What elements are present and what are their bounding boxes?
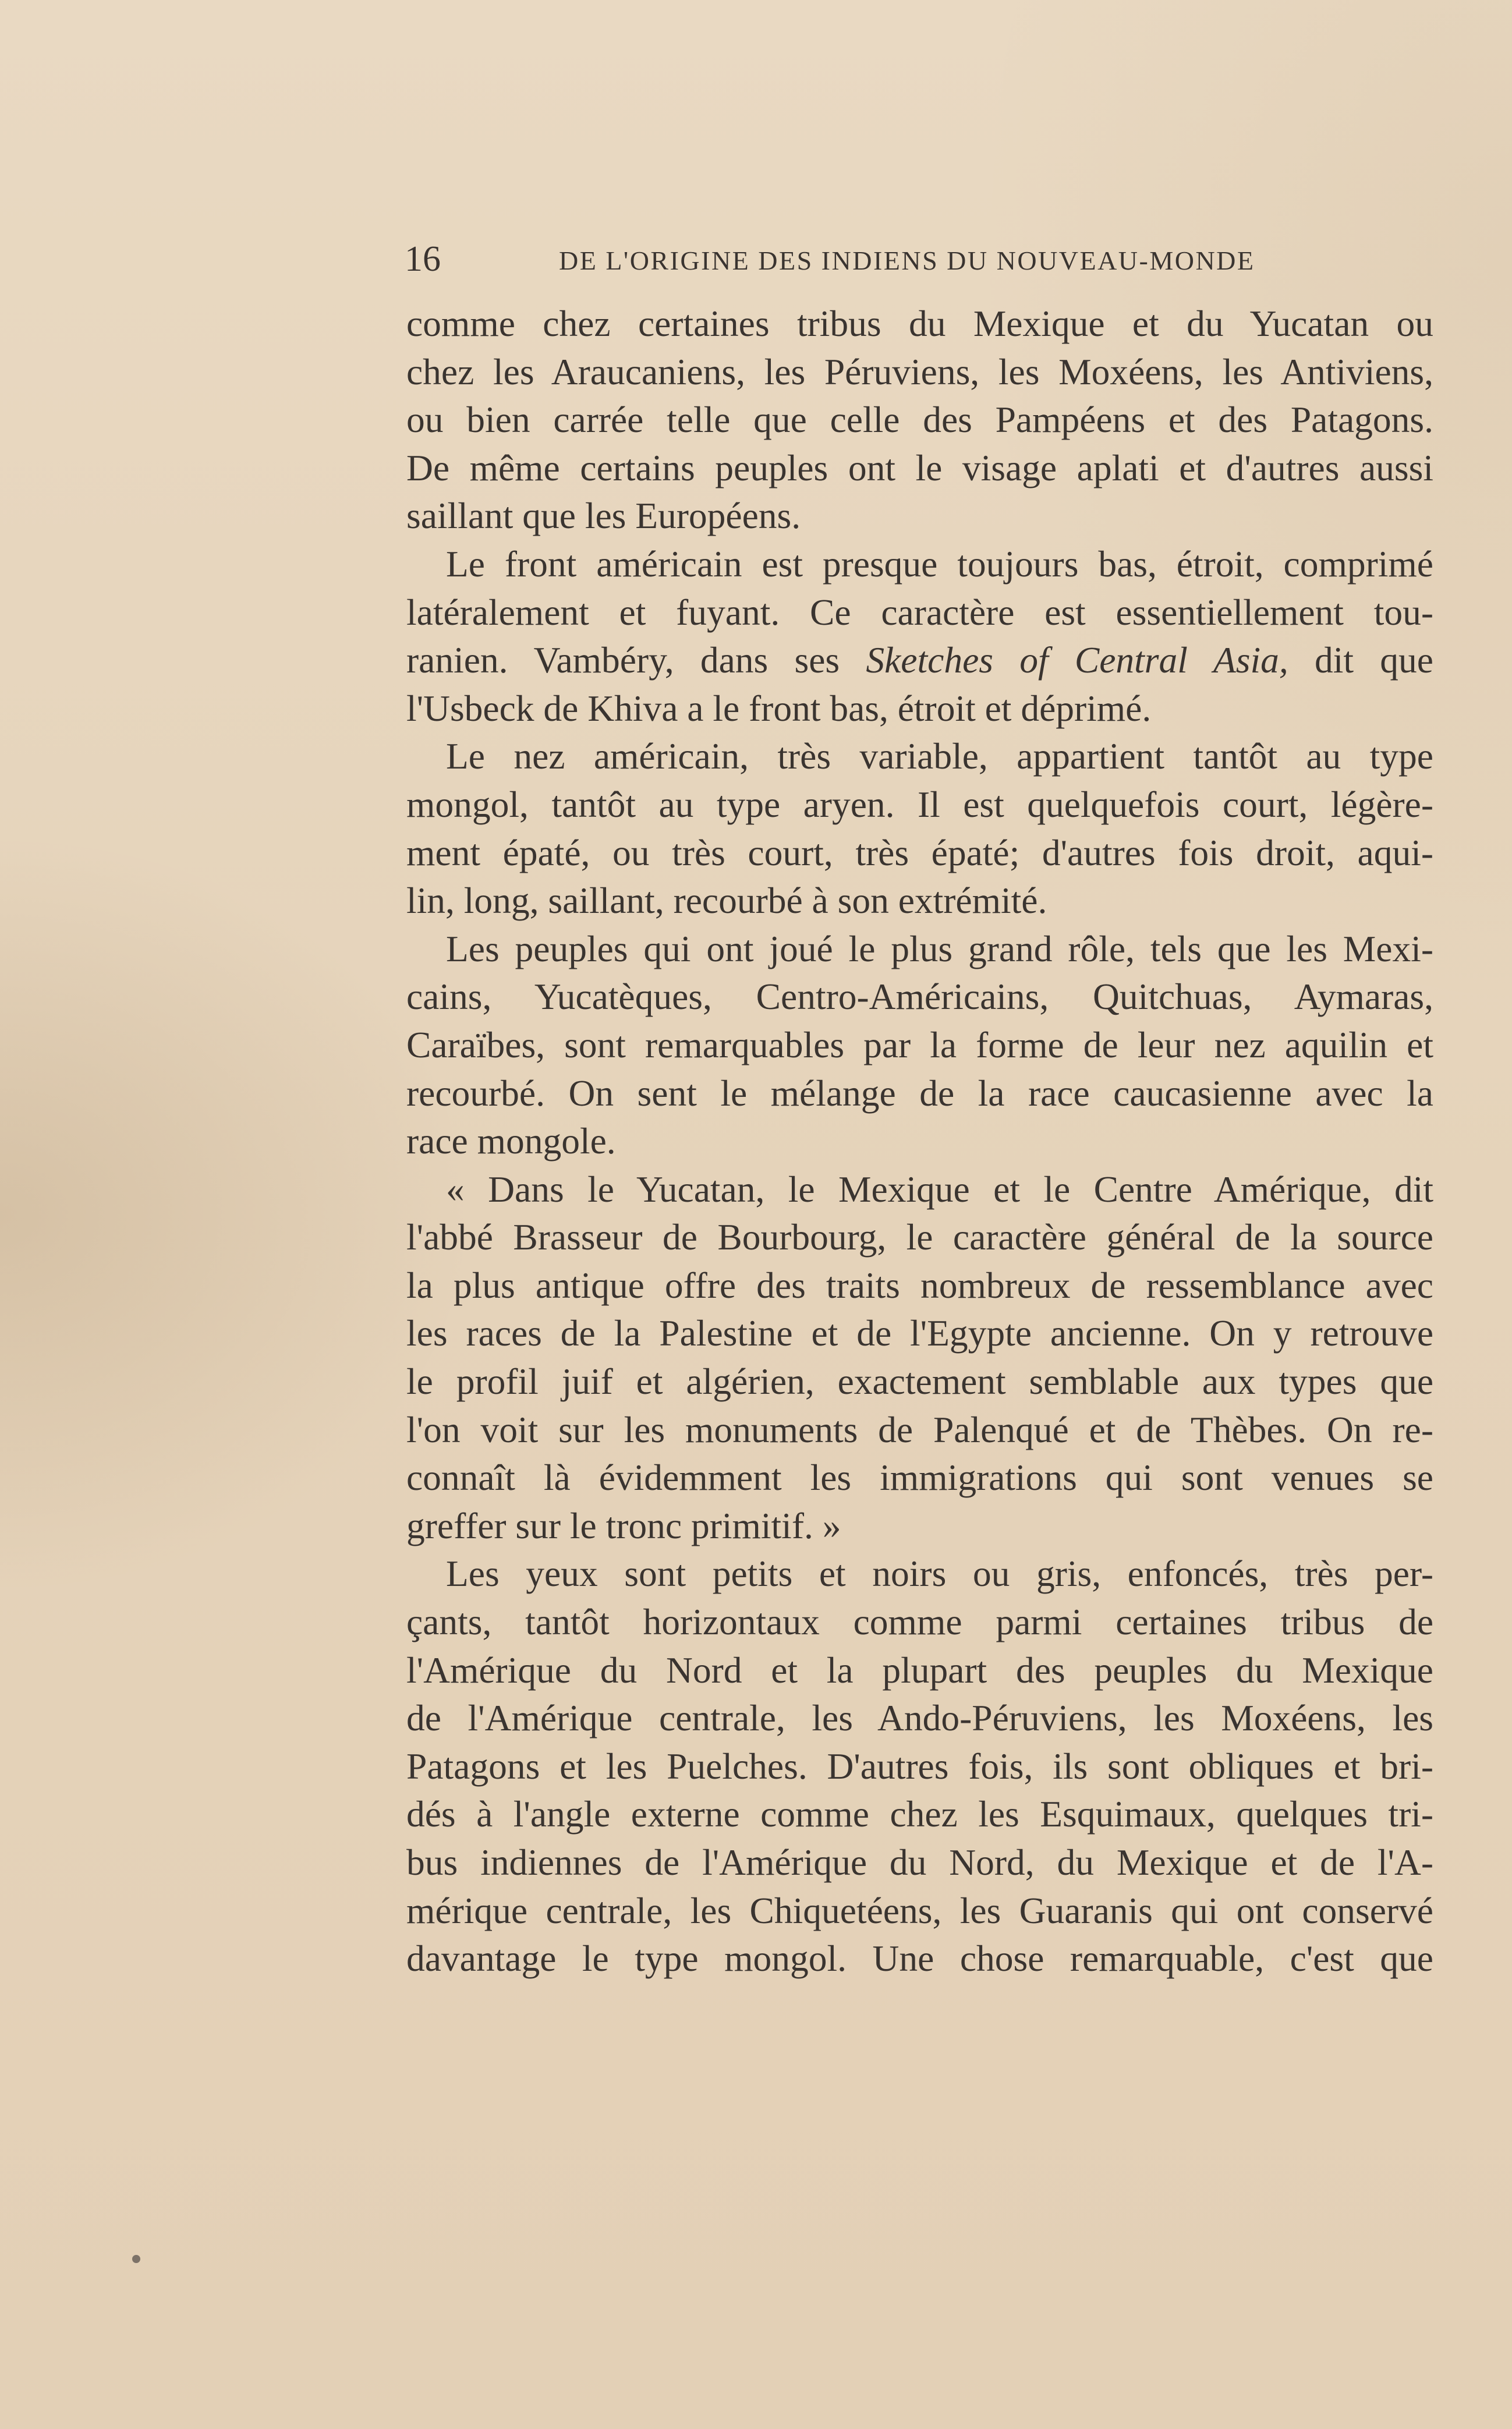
text-line: Patagons et les Puelches. D'autres fois, ils sont obliques et bri- xyxy=(406,1745,1433,1787)
text-line: comme chez certaines tribus du Mexique et du Yucatan ou xyxy=(406,303,1433,344)
italic-title: Sketches of Central Asia, xyxy=(866,639,1288,681)
text-line: mongol, tantôt au type aryen. Il est quelquefois court, légère- xyxy=(406,783,1433,825)
text-line: lin, long, saillant, recourbé à son extrémité. xyxy=(406,880,1047,922)
running-title: DE L'ORIGINE DES INDIENS DU NOUVEAU-MONDE xyxy=(559,246,1255,275)
text-line: Caraïbes, sont remarquables par la forme de leur nez aquilin et xyxy=(406,1024,1433,1065)
text-line: latéralement et fuyant. Ce caractère est essentiellement tou- xyxy=(406,591,1433,633)
text-line: la plus antique offre des traits nombreux de ressemblance avec xyxy=(406,1264,1433,1306)
text-fragment: ranien. Vambéry, dans ses xyxy=(406,639,866,681)
text-line: l'on voit sur les monuments de Palenqué et de Thèbes. On re- xyxy=(406,1408,1433,1450)
ink-speck xyxy=(132,2255,140,2263)
text-line xyxy=(406,636,1433,685)
text-line: recourbé. On sent le mélange de la race caucasienne avec la xyxy=(406,1072,1433,1114)
text-line: saillant que les Européens. xyxy=(406,495,801,537)
text-line: de l'Amérique centrale, les Ando-Péruviens, les Moxéens, les xyxy=(406,1697,1433,1739)
text-line: Les yeux sont petits et noirs ou gris, enfoncés, très per- xyxy=(446,1553,1433,1595)
body-text xyxy=(406,300,1433,1983)
text-line: cains, Yucatèques, Centro-Américains, Quitchuas, Aymaras, xyxy=(406,976,1433,1018)
text-line: l'abbé Brasseur de Bourbourg, le caractère général de la source xyxy=(406,1216,1433,1258)
text-line: Le nez américain, très variable, appartient tantôt au type xyxy=(446,735,1433,777)
text-line: chez les Araucaniens, les Péruviens, les Moxéens, les Antiviens, xyxy=(406,350,1433,392)
text-line: çants, tantôt horizontaux comme parmi certaines tribus de xyxy=(406,1601,1433,1643)
page-number: 16 xyxy=(405,239,441,279)
text-line: bus indiennes de l'Amérique du Nord, du Mexique et de l'A- xyxy=(406,1842,1433,1883)
text-line: mérique centrale, les Chiquetéens, les Guaranis qui ont conservé xyxy=(406,1889,1433,1931)
text-line: les races de la Palestine et de l'Egypte ancienne. On y retrouve xyxy=(406,1312,1433,1354)
text-line: race mongole. xyxy=(406,1120,616,1162)
running-header xyxy=(405,236,1304,282)
text-line: dés à l'angle externe comme chez les Esquimaux, quelques tri- xyxy=(406,1793,1433,1835)
text-line: l'Amérique du Nord et la plupart des peuples du Mexique xyxy=(406,1649,1433,1691)
text-line: l'Usbeck de Khiva a le front bas, étroit et déprimé. xyxy=(406,687,1152,729)
text-line: ment épaté, ou très court, très épaté; d'autres fois droit, aqui- xyxy=(406,831,1433,873)
text-line: « Dans le Yucatan, le Mexique et le Centre Amérique, dit xyxy=(446,1168,1433,1210)
text-line: De même certains peuples ont le visage aplati et d'autres aussi xyxy=(406,447,1433,488)
text-line: Le front américain est presque toujours bas, étroit, comprimé xyxy=(446,543,1433,585)
text-line: Les peuples qui ont joué le plus grand rôle, tels que les Mexi- xyxy=(446,927,1433,969)
text-line: le profil juif et algérien, exactement semblable aux types que xyxy=(406,1361,1433,1403)
text-fragment: dit que xyxy=(1288,639,1433,681)
text-line: ou bien carrée telle que celle des Pampéens et des Patagons. xyxy=(406,399,1433,441)
text-line: davantage le type mongol. Une chose remarquable, c'est que xyxy=(406,1938,1433,1980)
text-line: greffer sur le tronc primitif. » xyxy=(406,1504,841,1546)
text-line: connaît là évidemment les immigrations qui sont venues se xyxy=(406,1457,1433,1499)
